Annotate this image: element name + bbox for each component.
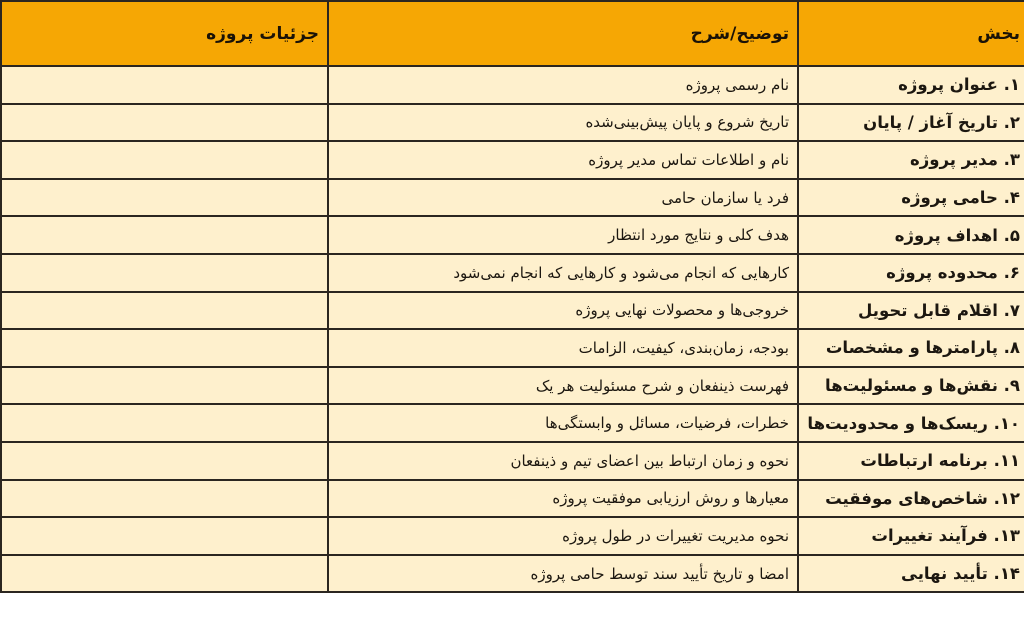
section-cell: ۱. عنوان پروژه [798, 66, 1024, 104]
description-cell: خطرات، فرضیات، مسائل و وابستگی‌ها [328, 404, 798, 442]
details-cell[interactable] [1, 254, 328, 292]
details-cell[interactable] [1, 480, 328, 518]
description-cell: امضا و تاریخ تأیید سند توسط حامی پروژه [328, 555, 798, 593]
description-cell: بودجه، زمان‌بندی، کیفیت، الزامات [328, 329, 798, 367]
description-cell: کارهایی که انجام می‌شود و کارهایی که انجام نمی‌شود [328, 254, 798, 292]
table-row [1, 179, 1024, 217]
details-cell[interactable] [1, 367, 328, 405]
section-cell: ۱۲. شاخص‌های موفقیت [798, 480, 1024, 518]
section-cell: ۵. اهداف پروژه [798, 216, 1024, 254]
description-cell: تاریخ شروع و پایان پیش‌بینی‌شده [328, 104, 798, 142]
table-row [1, 141, 1024, 179]
table-row [1, 442, 1024, 480]
section-cell: ۹. نقش‌ها و مسئولیت‌ها [798, 367, 1024, 405]
section-cell: ۱۳. فرآیند تغییرات [798, 517, 1024, 555]
section-cell: ۲. تاریخ آغاز / پایان [798, 104, 1024, 142]
description-cell: معیارها و روش ارزیابی موفقیت پروژه [328, 480, 798, 518]
table-row [1, 404, 1024, 442]
table-row [1, 216, 1024, 254]
header-row [1, 1, 1024, 66]
table-row [1, 480, 1024, 518]
table-row [1, 66, 1024, 104]
details-cell[interactable] [1, 104, 328, 142]
table-row [1, 555, 1024, 593]
details-cell[interactable] [1, 517, 328, 555]
description-cell: نحوه و زمان ارتباط بین اعضای تیم و ذینفعان [328, 442, 798, 480]
details-cell[interactable] [1, 179, 328, 217]
section-cell: ۷. اقلام قابل تحویل [798, 292, 1024, 330]
section-cell: ۱۰. ریسک‌ها و محدودیت‌ها [798, 404, 1024, 442]
details-cell[interactable] [1, 329, 328, 367]
table-row [1, 329, 1024, 367]
section-cell: ۴. حامی پروژه [798, 179, 1024, 217]
details-cell[interactable] [1, 442, 328, 480]
section-cell: ۶. محدوده پروژه [798, 254, 1024, 292]
details-cell[interactable] [1, 66, 328, 104]
description-cell: فهرست ذینفعان و شرح مسئولیت هر یک [328, 367, 798, 405]
description-cell: فرد یا سازمان حامی [328, 179, 798, 217]
details-cell[interactable] [1, 555, 328, 593]
table-row [1, 367, 1024, 405]
section-cell: ۱۱. برنامه ارتباطات [798, 442, 1024, 480]
header-section: بخش [798, 1, 1024, 66]
description-cell: هدف کلی و نتایج مورد انتظار [328, 216, 798, 254]
table-row [1, 517, 1024, 555]
description-cell: خروجی‌ها و محصولات نهایی پروژه [328, 292, 798, 330]
description-cell: نام و اطلاعات تماس مدیر پروژه [328, 141, 798, 179]
description-cell: نحوه مدیریت تغییرات در طول پروژه [328, 517, 798, 555]
table-row [1, 292, 1024, 330]
details-cell[interactable] [1, 292, 328, 330]
description-cell: نام رسمی پروژه [328, 66, 798, 104]
header-description: توضیح/شرح [328, 1, 798, 66]
details-cell[interactable] [1, 141, 328, 179]
section-cell: ۳. مدیر پروژه [798, 141, 1024, 179]
header-details: جزئیات پروژه [1, 1, 328, 66]
details-cell[interactable] [1, 216, 328, 254]
table-row [1, 104, 1024, 142]
section-cell: ۱۴. تأیید نهایی [798, 555, 1024, 593]
table-row [1, 254, 1024, 292]
details-cell[interactable] [1, 404, 328, 442]
section-cell: ۸. پارامترها و مشخصات [798, 329, 1024, 367]
